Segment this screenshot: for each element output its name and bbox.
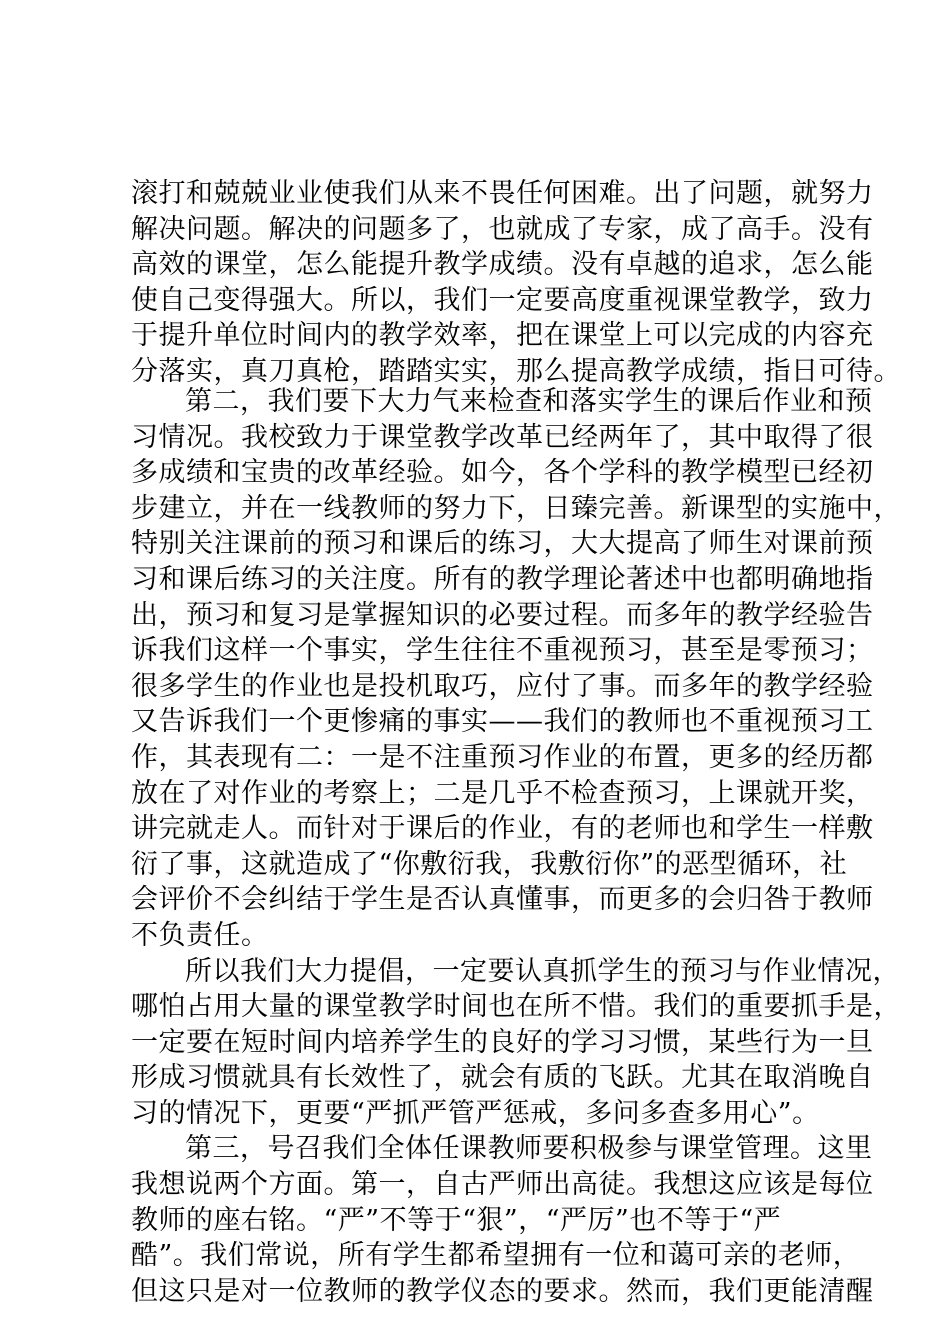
paragraph-line: 习的情况下，更要“严抓严管严惩戒，多问多查多用心”。 <box>131 1097 820 1129</box>
paragraph-line: 解决问题。解决的问题多了，也就成了专家，成了高手。没有 <box>131 213 874 245</box>
paragraph-line: 又告诉我们一个更惨痛的事实——我们的教师也不重视预习工 <box>131 706 874 738</box>
paragraph-line: 诉我们这样一个事实，学生往往不重视预习，甚至是零预习； <box>131 635 874 667</box>
paragraph-line: 出，预习和复习是掌握知识的必要过程。而多年的教学经验告 <box>131 599 874 631</box>
paragraph-line: 一定要在短时间内培养学生的良好的学习习惯，某些行为一旦 <box>131 1026 874 1058</box>
paragraph-line: 教师的座右铭。“严”不等于“狠”，“严厉”也不等于“严 <box>131 1204 782 1236</box>
paragraph-line: 形成习惯就具有长效性了，就会有质的飞跃。尤其在取消晚自 <box>131 1062 874 1094</box>
paragraph-line: 第三，号召我们全体任课教师要积极参与课堂管理。这里 <box>185 1133 873 1165</box>
paragraph-line: 习情况。我校致力于课堂教学改革已经两年了，其中取得了很 <box>131 421 874 453</box>
paragraph-line: 不负责任。 <box>131 919 269 951</box>
paragraph-line: 酷”。我们常说，所有学生都希望拥有一位和蔼可亲的老师， <box>131 1240 861 1272</box>
paragraph-line: 衍了事，这就造成了“你敷衍我，我敷衍你”的恶型循环，社 <box>131 848 848 880</box>
paragraph-line: 但这只是对一位教师的教学仪态的要求。然而，我们更能清醒 <box>131 1275 874 1307</box>
paragraph-line: 高效的课堂，怎么能提升教学成绩。没有卓越的追求，怎么能 <box>131 249 874 281</box>
paragraph-line: 第二，我们要下大力气来检查和落实学生的课后作业和预 <box>185 386 873 417</box>
paragraph-2 <box>131 384 901 1309</box>
paragraph-line: 于提升单位时间内的教学效率，把在课堂上可以完成的内容充 <box>131 320 874 352</box>
paragraph-line: 分落实，真刀真枪，踏踏实实，那么提高教学成绩，指日可待。 <box>131 355 901 387</box>
paragraph-line: 放在了对作业的考察上；二是几乎不检查预习，上课就开奖， <box>131 777 874 809</box>
paragraph-line: 讲完就走人。而针对于课后的作业，有的老师也和学生一样敷 <box>131 813 874 845</box>
paragraph-line: 使自己变得强大。所以，我们一定要高度重视课堂教学，致力 <box>131 284 874 316</box>
paragraph-line: 滚打和兢兢业业使我们从来不畏任何困难。出了问题，就努力 <box>131 178 874 209</box>
paragraph-line: 习和课后练习的关注度。所有的教学理论著述中也都明确地指 <box>131 563 874 595</box>
paragraph-line: 多成绩和宝贵的改革经验。如今，各个学科的教学模型已经初 <box>131 457 874 489</box>
paragraph-line: 作，其表现有二：一是不注重预习作业的布置，更多的经历都 <box>131 741 874 773</box>
paragraph-1 <box>131 176 901 390</box>
paragraph-line: 哪怕占用大量的课堂教学时间也在所不惜。我们的重要抓手是， <box>131 991 901 1023</box>
paragraph-line: 会评价不会纠结于学生是否认真懂事，而更多的会归咎于教师 <box>131 884 874 916</box>
paragraph-line: 我想说两个方面。第一，自古严师出高徒。我想这应该是每位 <box>131 1169 874 1201</box>
paragraph-line: 特别关注课前的预习和课后的练习，大大提高了师生对课前预 <box>131 528 874 560</box>
paragraph-line: 步建立，并在一线教师的努力下，日臻完善。新课型的实施中， <box>131 492 901 524</box>
paragraph-line: 所以我们大力提倡，一定要认真抓学生的预习与作业情况， <box>185 955 900 987</box>
paragraph-line: 很多学生的作业也是投机取巧，应付了事。而多年的教学经验 <box>131 670 874 702</box>
